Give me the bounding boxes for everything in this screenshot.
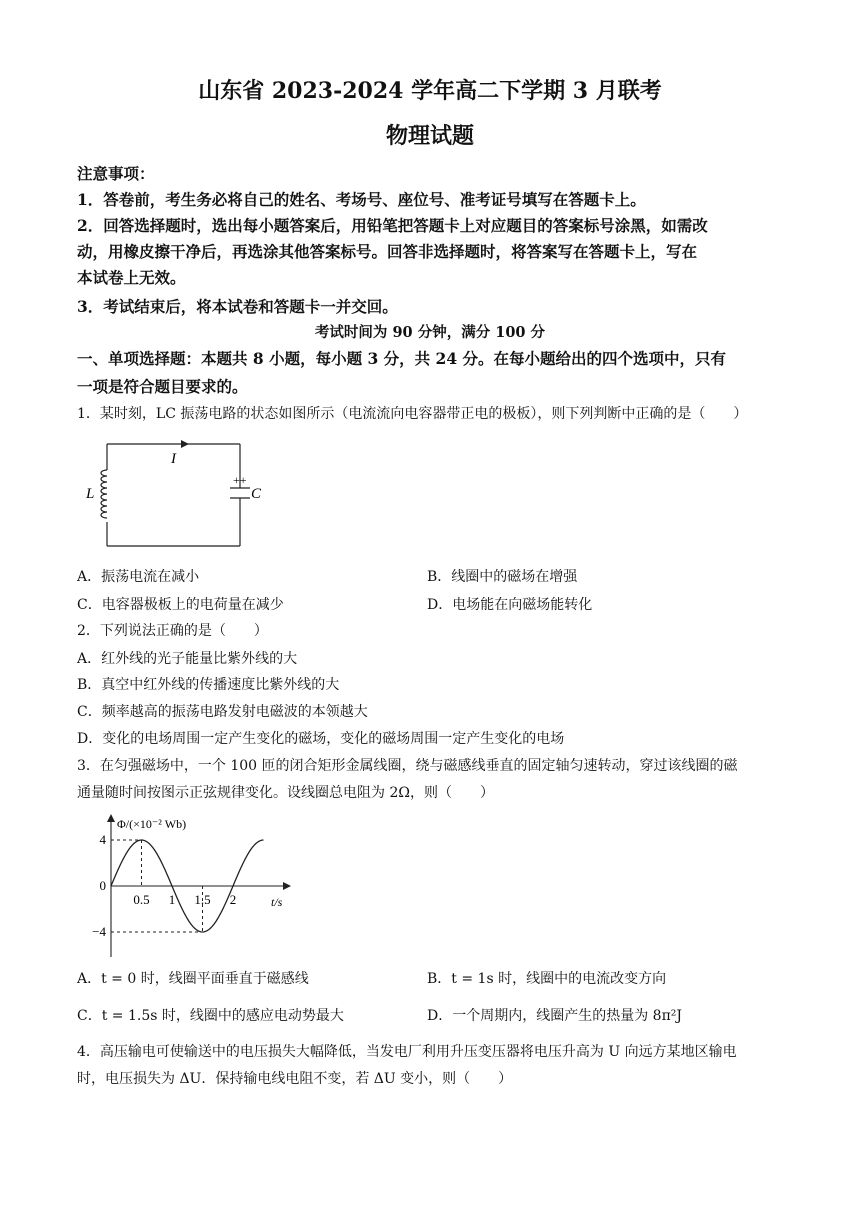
lc-circuit-figure <box>85 436 260 556</box>
x-axis-arrow <box>283 882 291 890</box>
notice-item-2-line-2: 动，用橡皮擦干净后，再选涂其他答案标号。回答非选择题时，将答案写在答题卡上，写在 <box>77 242 698 261</box>
q2-option-d: D．变化的电场周围一定产生变化的磁场，变化的磁场周围一定产生变化的电场 <box>77 731 565 747</box>
flux-axis-label: Φ/(×10⁻² Wb) <box>117 817 187 831</box>
q1-option-c: C．电容器极板上的电荷量在减少 <box>77 597 284 613</box>
section-1-heading-line-2: 一项是符合题目要求的。 <box>77 377 248 396</box>
y-tick-label: 4 <box>99 832 106 847</box>
inductor-label: L <box>86 486 95 502</box>
y-tick-label: −4 <box>92 924 106 939</box>
flux-chart <box>85 812 300 960</box>
section-1-heading-line-1: 一、单项选择题：本题共 8 小题，每小题 3 分，共 24 分。在每小题给出的四个选项中，只有 <box>77 349 727 368</box>
q3-option-d: D．一个周期内，线圈产生的热量为 8π²J <box>427 1008 683 1024</box>
q3-stem-line-1: 3．在匀强磁场中，一个 100 匝的闭合矩形金属线圈，绕与磁感线垂直的固定轴匀速转动，穿过该线圈的磁 <box>77 758 738 774</box>
notice-item-1: 1．答卷前，考生务必将自己的姓名、考场号、座位号、准考证号填写在答题卡上。 <box>77 190 646 209</box>
q4-stem-line-1: 4．高压输电可使输送中的电压损失大幅降低，当发电厂利用升压变压器将电压升高为 U 向远方某地区输电 <box>77 1044 737 1060</box>
time-axis-label: t/s <box>271 895 283 909</box>
notice-item-3: 3．考试结束后，将本试卷和答题卡一并交回。 <box>77 297 398 316</box>
q1-option-a: A．振荡电流在减小 <box>77 569 200 585</box>
capacitor-label: C <box>251 486 262 502</box>
q2-option-a: A．红外线的光子能量比紫外线的大 <box>77 651 298 667</box>
exam-time: 考试时间为 90 分钟，满分 100 分 <box>314 324 546 341</box>
y-axis-arrow <box>107 814 115 822</box>
q2-option-c: C．频率越高的振荡电路发射电磁波的本领越大 <box>77 704 368 720</box>
current-arrow <box>181 440 189 448</box>
notice-item-2-line-1: 2．回答选择题时，选出每小题答案后，用铅笔把答题卡上对应题目的答案标号涂黑，如需改 <box>77 216 708 235</box>
q3-stem-line-2: 通量随时间按图示正弦规律变化。设线圈总电阻为 2Ω，则（ ） <box>77 785 494 801</box>
x-tick-label: 1.5 <box>194 892 211 907</box>
current-label: I <box>171 451 176 467</box>
q4-stem-line-2: 时，电压损失为 ΔU．保持输电线电阻不变，若 ΔU 变小，则（ ） <box>77 1071 513 1087</box>
q3-option-a: A．t = 0 时，线圈平面垂直于磁感线 <box>77 971 309 987</box>
notice-heading: 注意事项： <box>77 164 155 183</box>
q1-option-b: B．线圈中的磁场在增强 <box>427 569 578 585</box>
exam-title: 山东省 2023-2024 学年高二下学期 3 月联考 <box>198 78 662 104</box>
q3-option-c: C．t = 1.5s 时，线圈中的感应电动势最大 <box>77 1008 344 1024</box>
q1-option-d: D．电场能在向磁场能转化 <box>427 597 593 613</box>
q3-option-b: B．t = 1s 时，线圈中的电流改变方向 <box>427 971 667 987</box>
q2-stem: 2．下列说法正确的是（ ） <box>77 623 268 639</box>
x-tick-label: 2 <box>229 892 237 907</box>
exam-subtitle: 物理试题 <box>385 123 474 149</box>
x-tick-label: 0.5 <box>133 892 150 907</box>
y-tick-label: 0 <box>99 878 106 893</box>
notice-item-2-line-3: 本试卷上无效。 <box>77 268 186 287</box>
q1-stem: 1．某时刻，LC 振荡电路的状态如图所示（电流流向电容器带正电的极板），则下列判断中正确的是（ ） <box>77 406 748 422</box>
capacitor-charge-signs: ++ <box>233 473 247 487</box>
x-tick-label: 1 <box>168 892 176 907</box>
q2-option-b: B．真空中红外线的传播速度比紫外线的大 <box>77 677 340 693</box>
